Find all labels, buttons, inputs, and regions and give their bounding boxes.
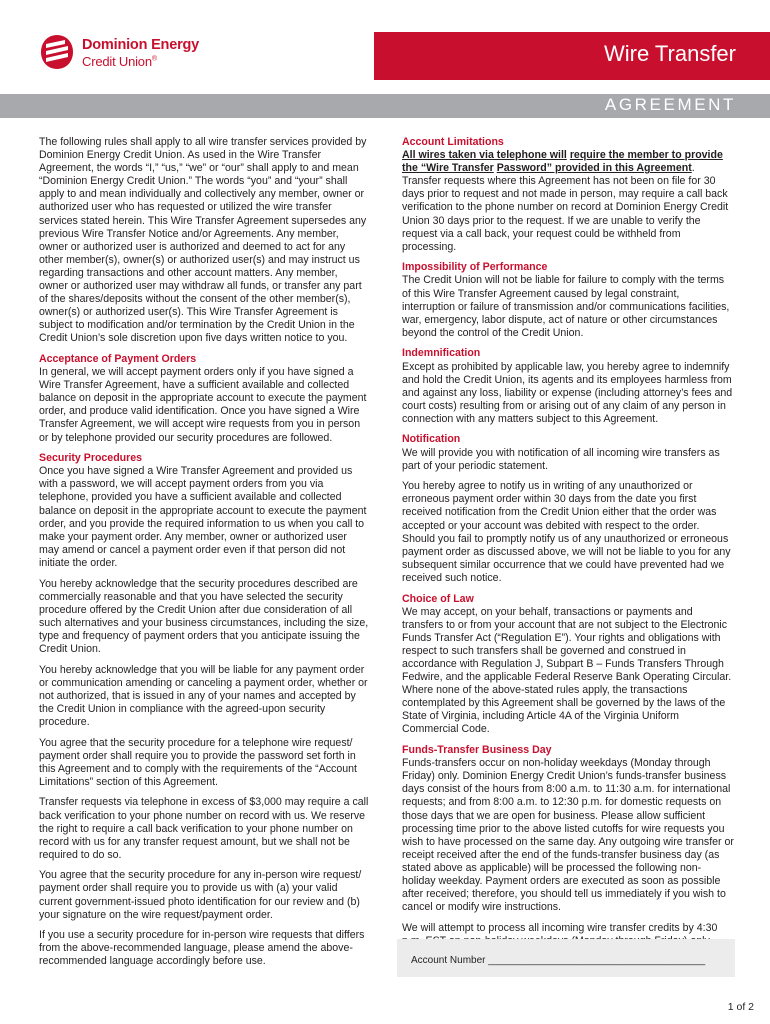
account-number-blank[interactable]: _______________________________________ (488, 955, 706, 966)
limitations-paragraph (402, 149, 734, 254)
choice-of-law-heading: Choice of Law (402, 592, 474, 605)
choice-of-law-paragraph: We may accept, on your behalf, transactions or payments and transfers to or from your account that are not subject to the Electronic Funds Transfer Act (“Regulation E”). Your rights and obligations with respect to such transfers shall be governed and construed in accordance with Regulation J, Subpart B – Funds Transfers Through Fedwire, and the applicable Federal Reserve Bank Operating Circular. Where none of the above-stated rules apply, the transactions contemplated by this Agreement shall be governed by the laws of the State of Virginia, including Article 4A of the Virginia Uniform Commercial Code. (402, 605, 732, 736)
security-paragraph-7: If you use a security procedure for in-person wire requests that differs from the above-recommended language, please amend the above-recommended language accordingly before use. (39, 929, 365, 968)
security-heading: Security Procedures (39, 452, 143, 465)
title-band (374, 32, 770, 80)
security-paragraph-1: Once you have signed a Wire Transfer Agreement and provided us with a password, we will accept payment orders from you via telephone, provided you have a sufficient available and collected balance on deposit in the appropriate account to execute the payment order, and you provide the required information to us when you call to make your payment order. Any member, owner or authorized user may amend or cancel a payment order even if that person did not initiate the order. (39, 465, 367, 569)
dominion-energy-logo-mark-icon (40, 34, 74, 70)
account-number-field[interactable] (411, 955, 705, 966)
security-paragraph-2: You hereby acknowledge that the security procedures described are commercially reasonable and that you have selected the security procedure offered by the Credit Union after due consideration of all such alternatives and your business circumstances, including the size, type and frequency of payment orders that you anticipate issuing the Credit Union. (39, 577, 369, 655)
page-title: Wire Transfer (603, 41, 736, 66)
limitations-bold-1: All wires taken via telephone will (402, 149, 567, 162)
limitations-bold-2: require the member to provide the “Wire Transfer (402, 149, 723, 175)
limitations-text: . Transfer requests where this Agreement has not been on file for 30 days prior to request and not made in person, may require a call back verification to the phone number on record at Dominion Energy Credit Union 30 days prior to the request. If we are unable to verify the request via a call back, your request could be withheld from processing. (402, 162, 729, 253)
logo-name: Dominion Energy (82, 37, 200, 53)
business-day-paragraph-2: We will attempt to process all incoming wire transfer credits by 4:30 (402, 921, 718, 934)
notification-heading: Notification (402, 433, 461, 446)
acceptance-paragraph: In general, we will accept payment orders only if you have signed a Wire Transfer Agreement, have a sufficient available and collected balance on deposit in the appropriate account to execute the payment order, and produce valid identification. Once you have signed a Wire Transfer Agreement, we will accept wire requests from you in person or by telephone provided our security procedures are followed. (39, 366, 367, 444)
notification-paragraph-2: You hereby agree to notify us in writing of any unauthorized or erroneous payment order within 30 days from the date you first received notification from the Credit Union either that the order was accepted or your account was debited with respect to the order. Should you fail to promptly notify us of any unauthorized or erroneous payment order as discussed above, we will not be liable to you for any subsequent similar occurrence that we could have prevented had we received such notice. (402, 480, 731, 584)
logo-subname: Credit Union® (82, 54, 157, 69)
indemnification-heading: Indemnification (402, 347, 481, 360)
security-paragraph-5: Transfer requests via telephone in excess of $3,000 may require a call back verification to your phone number on record with us. We reserve the right to require a call back verification to your phone number on record with us for any transfer request amount, but we shall not be required to do so. (39, 796, 369, 861)
page-subtitle: AGREEMENT (604, 95, 736, 114)
impossibility-paragraph: The Credit Union will not be liable for failure to comply with the terms of this Wire Transfer Agreement caused by legal constraint, interruption or failure of transmission and/or communications facilities, war, emergency, labor dispute, act of nature or other circumstances beyond the control of the Credit Union. (402, 274, 730, 339)
notification-paragraph-1: We will provide you with notification of all incoming wire transfers as part of your periodic statement. (402, 446, 720, 472)
account-number-label: Account Number (411, 955, 486, 966)
business-day-paragraph-1: Funds-transfers occur on non-holiday weekdays (Monday through Friday) only. Dominion Energy Credit Union’s funds-transfer business days consist of the hours from 8:00 a.m. to 11:30 a.m. for international requests; and from 8:00 a.m. to 12:30 p.m. for domestic requests on those days that we are open for business. Please allow sufficient processing time prior to the above listed cutoffs for wire requests you wish to have processed on the same day. Any outgoing wire transfer or receipt received after the end of the funds-transfer business day (as stated above as applicable) will be processed the following non-holiday weekday. Payment orders are executed as soon as possible after received; therefore, you should tell us immediately if you wish to cancel or modify wire instructions. (402, 757, 734, 914)
indemnification-paragraph: Except as prohibited by applicable law, you hereby agree to indemnify and hold the Credit Union, its agents and its employees harmless from and against any loss, liability or expense (including attorney’s fees and court costs) resulting from or arising out of any claim of any person in connection with any matters subject to this Agreement. (402, 360, 733, 425)
business-day-heading: Funds-Transfer Business Day (402, 744, 552, 757)
limitations-heading: Account Limitations (402, 136, 504, 148)
intro-paragraph: The following rules shall apply to all wire transfer services provided by Dominion Energy Credit Union. As used in the Wire Transfer Agreement, the words “I,” “us,” “we” or “our” shall apply to and mean “Dominion Energy Credit Union.” The words “you” and “your” shall apply to and mean individually and collectively any member, owner or authorized user who has requested or utilized the wire transfer services stated herein. This Wire Transfer Agreement supersedes any previous Wire Transfer Notice and/or Agreements. Any member, owner or authorized user is authorized and deemed to act for any other member(s), owner(s) or authorized user(s) and may instruct us regarding transactions and other account matters. Any member, owner or authorized user may withdraw all funds, or transfer any part of the shares/deposits without the consent of the other member(s), owner(s) or authorized user(s). This Wire Transfer Agreement is subject to modification and/or termination by the Credit Union in the Credit Union’s sole discretion upon five days written notice to you. (39, 136, 367, 345)
security-paragraph-4: You agree that the security procedure for a telephone wire request/ payment order shall require you to provide the password set forth in this Agreement and to comply with the requirements of the “Account Limitations” section of this Agreement. (39, 736, 357, 788)
page-number: 1 of 2 (727, 1001, 754, 1013)
security-paragraph-3: You hereby acknowledge that you will be liable for any payment order or communication amending or canceling a payment order, whether or not authorized, that is issued in any of your names and accepted by the Credit Union in compliance with the agreed-upon security procedure. (39, 663, 368, 728)
impossibility-heading: Impossibility of Performance (402, 261, 548, 274)
left-column (39, 136, 369, 976)
agreement-band (0, 94, 770, 118)
account-number-box (397, 939, 735, 977)
credit-union-logo (40, 34, 210, 74)
right-column (402, 136, 734, 955)
acceptance-heading: Acceptance of Payment Orders (39, 353, 197, 365)
security-paragraph-6: You agree that the security procedure for any in-person wire request/ payment order shall require you to provide us with (a) your valid current government-issued photo identification for our review and (b) your signature on the wire request/payment order. (39, 869, 362, 921)
limitations-bold-3: Password” provided in this Agreement (496, 162, 692, 175)
